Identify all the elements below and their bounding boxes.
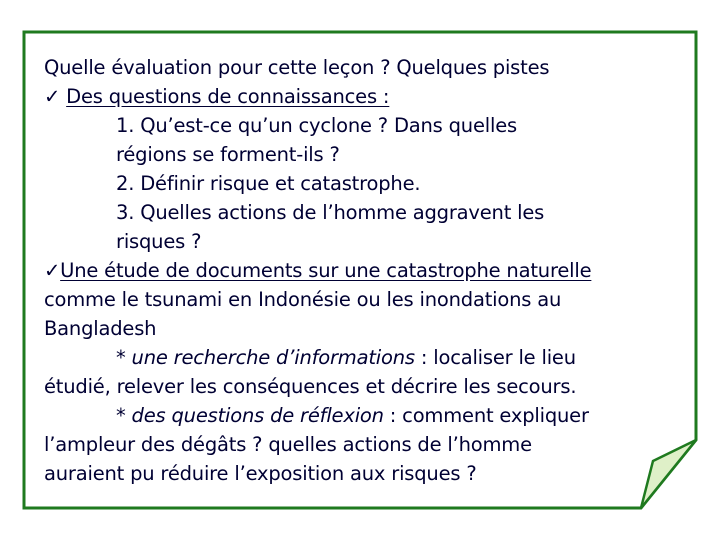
checkmark-icon: ✓ bbox=[44, 259, 61, 282]
item-1-label: * une recherche d’informations bbox=[116, 346, 415, 369]
section2-label: Une étude de documents sur une catastrophe naturelle bbox=[60, 259, 592, 282]
section2-line-2: comme le tsunami en Indonésie ou les inondations au bbox=[44, 288, 562, 311]
section2-title bbox=[44, 256, 694, 285]
item-1-line-2: étudié, relever les conséquences et décrire les secours. bbox=[44, 375, 577, 398]
question-1-line-1: 1. Qu’est-ce qu’un cyclone ? Dans quelles bbox=[116, 114, 517, 137]
item-1 bbox=[44, 343, 694, 372]
evaluation-text bbox=[44, 53, 694, 488]
item-1-rest: : localiser le lieu bbox=[414, 346, 576, 369]
checkmark-icon: ✓ bbox=[44, 85, 61, 108]
question-3-line-1: 3. Quelles actions de l’homme aggravent les bbox=[116, 201, 545, 224]
question-2: 2. Définir risque et catastrophe. bbox=[116, 172, 421, 195]
section1-title bbox=[44, 82, 694, 111]
item-2-label: * des questions de réflexion bbox=[116, 404, 384, 427]
heading: Quelle évaluation pour cette leçon ? Quelques pistes bbox=[44, 56, 550, 79]
question-3-line-2: risques ? bbox=[116, 230, 202, 253]
item-2-rest: : comment expliquer bbox=[383, 404, 589, 427]
section1-label: Des questions de connaissances : bbox=[66, 85, 390, 108]
item-2-line-2: l’ampleur des dégâts ? quelles actions de l’homme bbox=[44, 433, 532, 456]
item-2 bbox=[44, 401, 694, 430]
item-2-line-3: auraient pu réduire l’exposition aux risques ? bbox=[44, 462, 477, 485]
question-1-line-2: régions se forment-ils ? bbox=[116, 143, 340, 166]
section2-line-3: Bangladesh bbox=[44, 317, 157, 340]
